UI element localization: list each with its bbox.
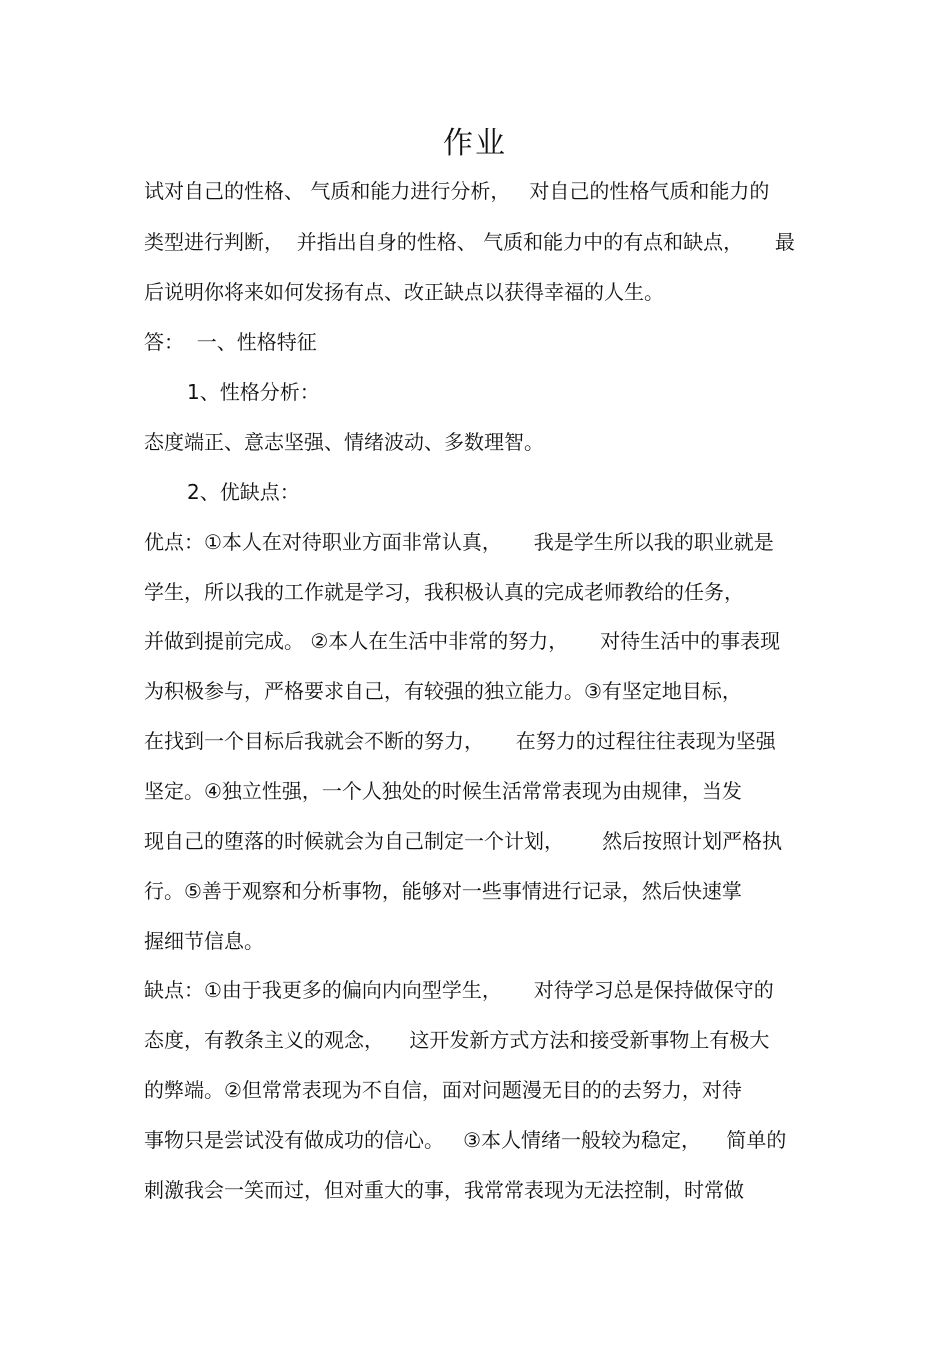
paragraph-line: 事物只是尝试没有做成功的信心。 ③本人情绪一般较为稳定， 简单的 (144, 1128, 787, 1152)
document-title: 作业 (443, 126, 507, 161)
section-heading-2: 2、优缺点： (187, 480, 300, 504)
paragraph-line: 刺激我会一笑而过，但对重大的事，我常常表现为无法控制，时常做 (144, 1178, 744, 1202)
paragraph-line: 的弊端。②但常常表现为不自信，面对问题漫无目的的去努力，对待 (144, 1078, 742, 1102)
answer-heading: 答： 一、性格特征 (144, 330, 317, 354)
paragraph-line: 现自己的堕落的时候就会为自己制定一个计划， 然后按照计划严格执 (144, 829, 783, 853)
prompt-line-1: 试对自己的性格、 气质和能力进行分析， 对自己的性格气质和能力的 (144, 179, 770, 203)
prompt-line-3: 后说明你将来如何发扬有点、改正缺点以获得幸福的人生。 (144, 280, 664, 304)
paragraph-line: 优点：①本人在对待职业方面非常认真， 我是学生所以我的职业就是 (144, 530, 774, 554)
prompt-line-2: 类型进行判断， 并指出自身的性格、 气质和能力中的有点和缺点， 最 (144, 230, 795, 254)
paragraph-line: 在找到一个目标后我就会不断的努力， 在努力的过程往往表现为坚强 (144, 729, 776, 753)
paragraph-line: 行。⑤善于观察和分析事物，能够对一些事情进行记录，然后快速掌 (144, 879, 742, 903)
paragraph-line: 缺点：①由于我更多的偏向内向型学生， 对待学习总是保持做保守的 (144, 978, 774, 1002)
paragraph-line: 为积极参与，严格要求自己，有较强的独立能力。③有坚定地目标， (144, 679, 742, 703)
paragraph-line: 态度，有教条主义的观念， 这开发新方式方法和接受新事物上有极大 (144, 1028, 770, 1052)
paragraph-line: 坚定。④独立性强，一个人独处的时候生活常常表现为由规律，当发 (144, 779, 742, 803)
paragraph-line: 学生，所以我的工作就是学习，我积极认真的完成老师教给的任务， (144, 580, 744, 604)
paragraph-line: 并做到提前完成。 ②本人在生活中非常的努力， 对待生活中的事表现 (144, 629, 781, 653)
section-heading-1: 1、性格分析： (187, 380, 320, 404)
paragraph-line: 握细节信息。 (144, 929, 264, 953)
paragraph-line: 态度端正、意志坚强、情绪波动、多数理智。 (144, 430, 544, 454)
